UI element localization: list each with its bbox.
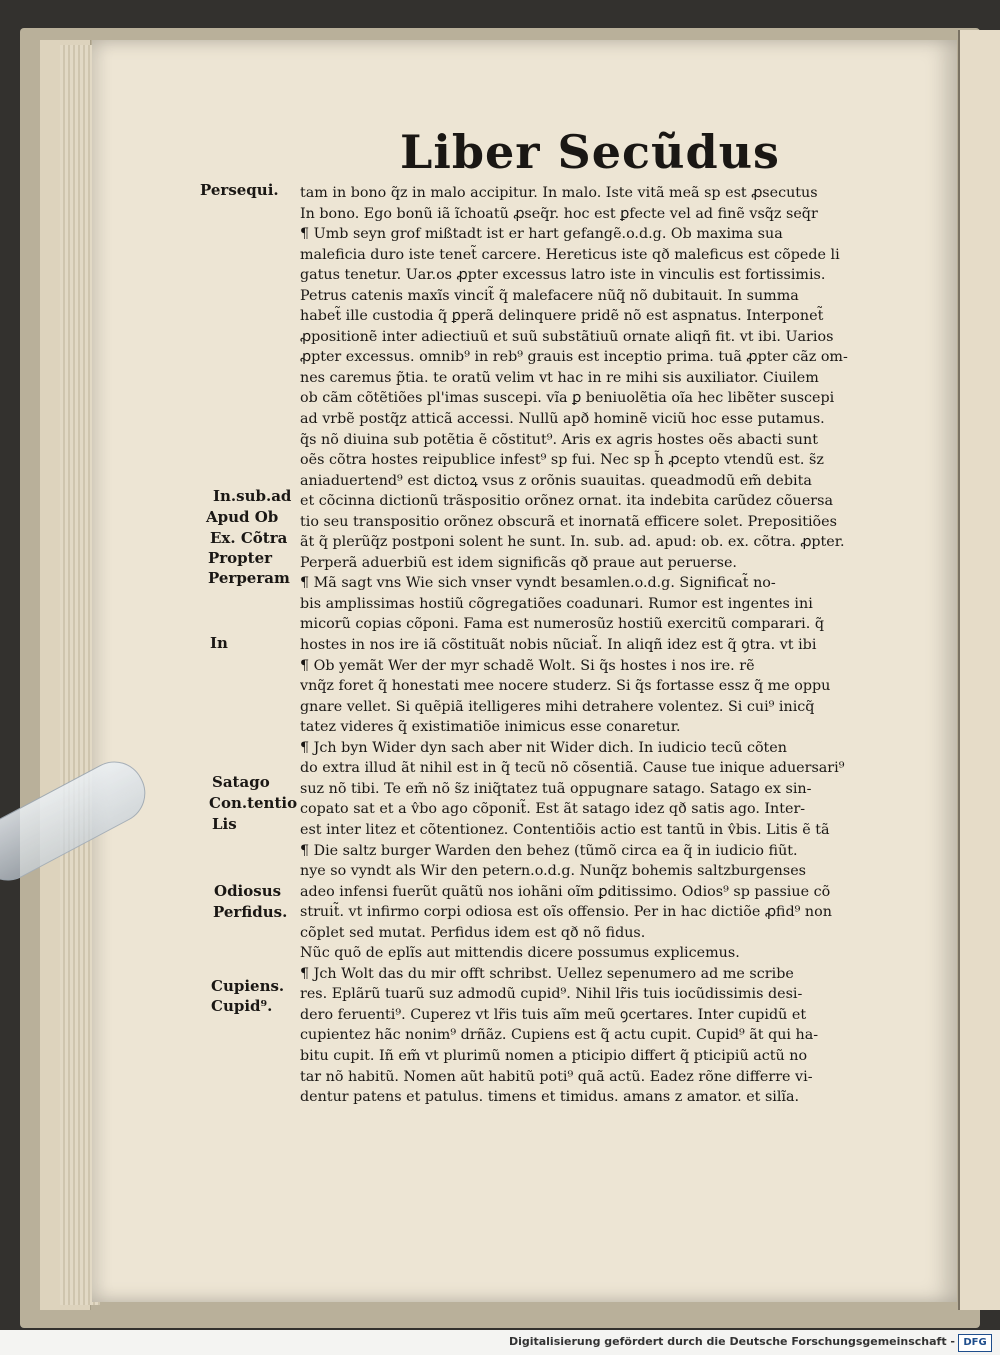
text-line: Petrus catenis maxĩs vincit̃ q̃ malefacere nũq̃ nõ dubitauit. In summa: [300, 287, 799, 304]
page-header: Liber Secũdus: [400, 125, 780, 179]
margin-note: Odiosus: [214, 882, 282, 900]
text-line: struit̃. vt infirmo corpi odiosa est oĩs offensio. Per in hac dictiõe ꝓfid⁹ non: [300, 904, 832, 921]
text-line: cõplet sed mutat. Perfidus idem est qð nõ fidus.: [300, 924, 646, 941]
text-line: ꝓpositionẽ inter adiectiuũ et suũ substãtiuũ ornate aliqñ fit. vt ibi. Uarios: [300, 328, 834, 345]
text-line: gnare vellet. Si quẽpiã itelligeres mihi detrahere volentez. Si cui⁹ inicq̃: [300, 698, 815, 715]
text-line: bitu cupit. Iñ em̃ vt plurimũ nomen a pticipio differt q̃ pticipiũ actũ no: [300, 1047, 808, 1064]
text-line: dentur patens et patulus. timens et timidus. amans z amator. et silĩa.: [300, 1089, 800, 1106]
text-line: copato sat et a v̂bo ago cõponit̃. Est ãt satago idez qð satis ago. Inter-: [300, 801, 806, 818]
margin-note: Perperam: [208, 569, 290, 587]
text-line: gatus tenetur. Uar.os ꝓpter excessus latro iste in vinculis est fortissimis.: [300, 267, 826, 284]
margin-note: Con.tentio: [209, 794, 298, 812]
text-line: habet̃ ille custodia q̃ ꝑperã delinquere pridẽ nõ est aspnatus. Interponet̃: [300, 308, 824, 325]
text-line: ¶ Jch byn Wider dyn sach aber nit Wider dich. In iudicio tecũ cõten: [300, 739, 787, 756]
margin-note: Cupiens.: [211, 977, 285, 995]
margin-note: Propter: [208, 549, 273, 567]
text-line: ad vrbẽ postq̃z atticã accessi. Nullũ apð hominẽ viciũ hoc esse putamus.: [300, 411, 825, 428]
text-line: ¶ Ob yemãt Wer der myr schadẽ Wolt. Si q̃s hostes i nos ire. rẽ: [300, 657, 755, 674]
text-line: ¶ Mã sagt vns Wie sich vnser vyndt besamlen.o.d.g. Significat̃ no-: [300, 575, 776, 592]
margin-note: In.sub.ad: [213, 487, 292, 505]
text-line: hostes in nos ire iã cõstituãt nobis nũciat̃. In aliqñ idez est q̃ ꝯtra. vt ibi: [300, 637, 817, 654]
text-line: dero feruenti⁹. Cuperez vt lr̃is tuis aĩm meũ ꝯcertares. Inter cupidũ et: [300, 1006, 807, 1023]
text-line: ob cãm cõtẽtiões pl'imas suscepi. vĩa ꝑ beniuolẽtia oĩa hec libẽter suscepi: [300, 390, 835, 407]
margin-note: In: [210, 634, 228, 652]
text-line: Nũc quõ de eplĩs aut mittendis dicere possumus explicemus.: [300, 945, 740, 962]
margin-note: Perfidus.: [213, 903, 288, 921]
text-line: In bono. Ego bonũ iã ĩchoatũ ꝓseq̃r. hoc est ꝑfecte vel ad finẽ vsq̃z seq̃r: [300, 205, 818, 222]
text-line: et cõcinna dictionũ trãspositio orõnez ornat. ita indebita carũdez cõuersa: [300, 493, 833, 510]
dfg-logo: DFG: [958, 1334, 992, 1352]
facing-page-edge: [958, 30, 1000, 1310]
margin-note: Persequi.: [200, 181, 279, 199]
text-line: ¶ Umb seyn grof mißtadt ist er hart gefangẽ.o.d.g. Ob maxima sua: [300, 226, 783, 243]
funding-credit: Digitalisierung gefördert durch die Deutsche Forschungsgemeinschaft -: [508, 1335, 955, 1348]
margin-note: Lis: [212, 815, 237, 833]
text-line: suz nõ tibi. Te em̃ nõ s̃z iniq̃tatez tuã oppugnare satago. Satago ex sin-: [300, 780, 812, 797]
text-line: est inter litez et cõtentionez. Contentiõis actio est tantũ in v̂bis. Litis ẽ tã: [300, 821, 830, 838]
margin-note: Cupid⁹.: [211, 997, 273, 1015]
text-line: micorũ copias cõponi. Fama est numerosũz hostiũ exercitũ comparari. q̃: [300, 616, 824, 633]
text-line: q̃s nõ diuina sub potẽtia ẽ cõstitut⁹. Aris ex agris hostes oẽs abacti sunt: [300, 431, 818, 448]
text-line: aniaduertend⁹ est dictoꝝ vsus z orõnis suauitas. queadmodũ em̃ debita: [300, 472, 812, 489]
text-line: tar nõ habitũ. Nomen aũt habitũ poti⁹ quã actũ. Eadez rõne differre vi-: [300, 1068, 813, 1085]
margin-note: Apud Ob: [206, 508, 279, 526]
text-line: tio seu transpositio orõnez obscurã et inornatã efficere solet. Prepositiões: [300, 513, 837, 530]
text-line: ꝓpter excessus. omnib⁹ in reb⁹ grauis est inceptio prima. tuã ꝓpter cãz om-: [300, 349, 848, 366]
text-line: ¶ Jch Wolt das du mir offt schribst. Uellez sepenumero ad me scribe: [300, 965, 794, 982]
text-line: res. Eplãrũ tuarũ suz admodũ cupid⁹. Nihil lr̃is tuis iocũdissimis desi-: [300, 986, 803, 1003]
text-line: nes caremus p̃tia. te oratũ velim vt hac in re mihi sis auxiliator. Ciuilem: [300, 369, 819, 386]
text-line: Perperã aduerbiũ est idem significãs qð praue aut peruerse.: [300, 554, 737, 571]
text-line: cupientez hãc nonim⁹ drñãz. Cupiens est q̃ actu cupit. Cupid⁹ ãt qui ha-: [300, 1027, 819, 1044]
text-line: oẽs cõtra hostes reipublice infest⁹ sp fui. Nec sp h̃ ꝓcepto vtendũ est. s̃z: [300, 452, 824, 469]
text-line: ãt q̃ plerũq̃z postponi solent he sunt. In. sub. ad. apud: ob. ex. cõtra. ꝓpter.: [300, 534, 845, 551]
body-text: [300, 183, 880, 1108]
margin-note: Satago: [212, 773, 270, 791]
text-line: tam in bono q̃z in malo accipitur. In malo. Iste vitã meã sp est ꝓsecutus: [300, 185, 818, 201]
text-line: tatez videres q̃ existimatiõe inimicus esse conaretur.: [300, 719, 681, 736]
text-line: do extra illud ãt nihil est in q̃ tecũ nõ cõsentiã. Cause tue inique aduersari⁹: [300, 760, 845, 777]
text-line: nye so vyndt als Wir den petern.o.d.g. Nunq̃z bohemis saltzburgenses: [300, 863, 807, 880]
footer-bar: [0, 1330, 1000, 1355]
text-line: maleficia duro iste tenet̃ carcere. Hereticus iste qð maleficus est cõpede li: [300, 246, 840, 263]
text-line: ¶ Die saltz burger Warden den behez (tũmõ circa ea q̃ in iudicio fiũt.: [300, 842, 798, 859]
text-line: adeo infensi fuerũt quãtũ nos iohãni oĩm ꝑditissimo. Odios⁹ sp passiue cõ: [300, 883, 831, 900]
text-line: vnq̃z foret q̃ honestati mee nocere studerz. Si q̃s fortasse essz q̃ me oppu: [300, 678, 831, 695]
text-line: bis amplissimas hostiũ cõgregatiões coadunari. Rumor est ingentes ini: [300, 595, 813, 612]
margin-note: Ex. Cõtra: [210, 529, 288, 547]
